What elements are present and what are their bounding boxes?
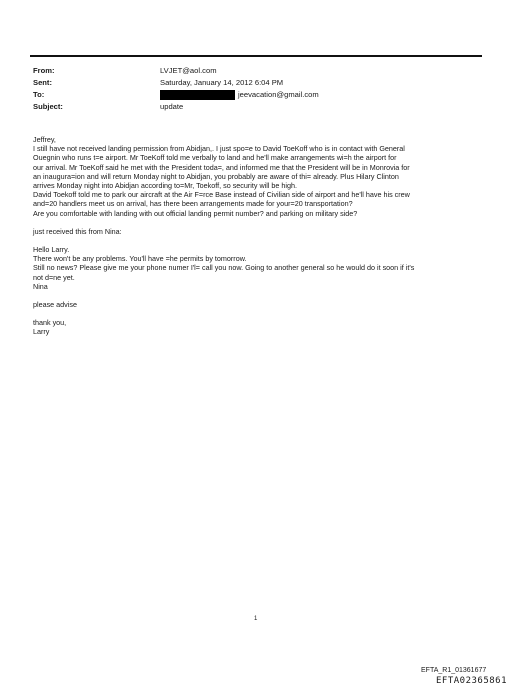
to-value: jeevacation@gmail.com [238,90,319,99]
body-paragraph [33,135,473,218]
body-line: Ouegnin who runs t=e airport. Mr ToeKoff told me verbally to land and he'll make arrangements wi=h the airport for [33,153,397,163]
sent-label: Sent: [33,78,52,87]
body-line: and=20 handlers meet us on arrival, has there been arrangements made for your=20 transportation? [33,199,353,209]
from-value: LVJET@aol.com [160,66,217,75]
body-line: thank you, [33,318,67,328]
body-line: Nina [33,281,48,291]
body-line: Hello Larry. [33,245,70,255]
subject-value: update [160,102,184,111]
to-label: To: [33,90,45,99]
quoted-message [33,245,473,291]
signature [33,318,473,336]
body-line: I still have not received landing permission from Abidjan,. I just spo=e to David ToeKoff who is in contact with General [33,144,405,154]
document-reference-2: EFTA02365861 [436,676,508,686]
body-line: our arrival. Mr ToeKoff said he met with the President toda=, and informed me that the President will be in Monrovia for [33,162,410,172]
body-paragraph [33,227,473,236]
body-line: Jeffrey, [33,135,56,144]
body-line: David Toekoff told me to park our aircraft at the Air F=rce Base instead of Civilian side of airport and he'll have his crew [33,190,410,200]
body-line: not d=ne yet. [33,272,75,282]
sent-value: Saturday, January 14, 2012 6:04 PM [160,78,284,87]
email-body [33,135,473,346]
from-label: From: [33,66,55,75]
body-line: please advise [33,300,77,310]
body-paragraph [33,300,473,309]
body-line: just received this from Nina: [33,226,122,236]
body-line: an inaugura=ion and will return Monday night to Abidjan, you probably are aware of thi= already. Plus Hilary Clinton [33,171,399,181]
redaction-block [160,90,235,100]
subject-label: Subject: [33,102,63,111]
body-line: Are you comfortable with landing with out official landing permit number? and parking on military side? [33,208,358,218]
body-line: There won't be any problems. You'll have =he permits by tomorrow. [33,254,247,264]
body-line: Still no news? Please give me your phone numer I'l= call you now. Going to another general so he would do it soon if it's [33,263,415,273]
body-line: arrives Monday night into Abidjan according to=Mr, Toekoff, so security will be high. [33,181,298,191]
body-line: Larry [33,327,50,337]
page-number: 1 [254,616,258,622]
document-reference-1: EFTA_R1_01361677 [421,667,487,674]
header-divider [30,55,482,57]
